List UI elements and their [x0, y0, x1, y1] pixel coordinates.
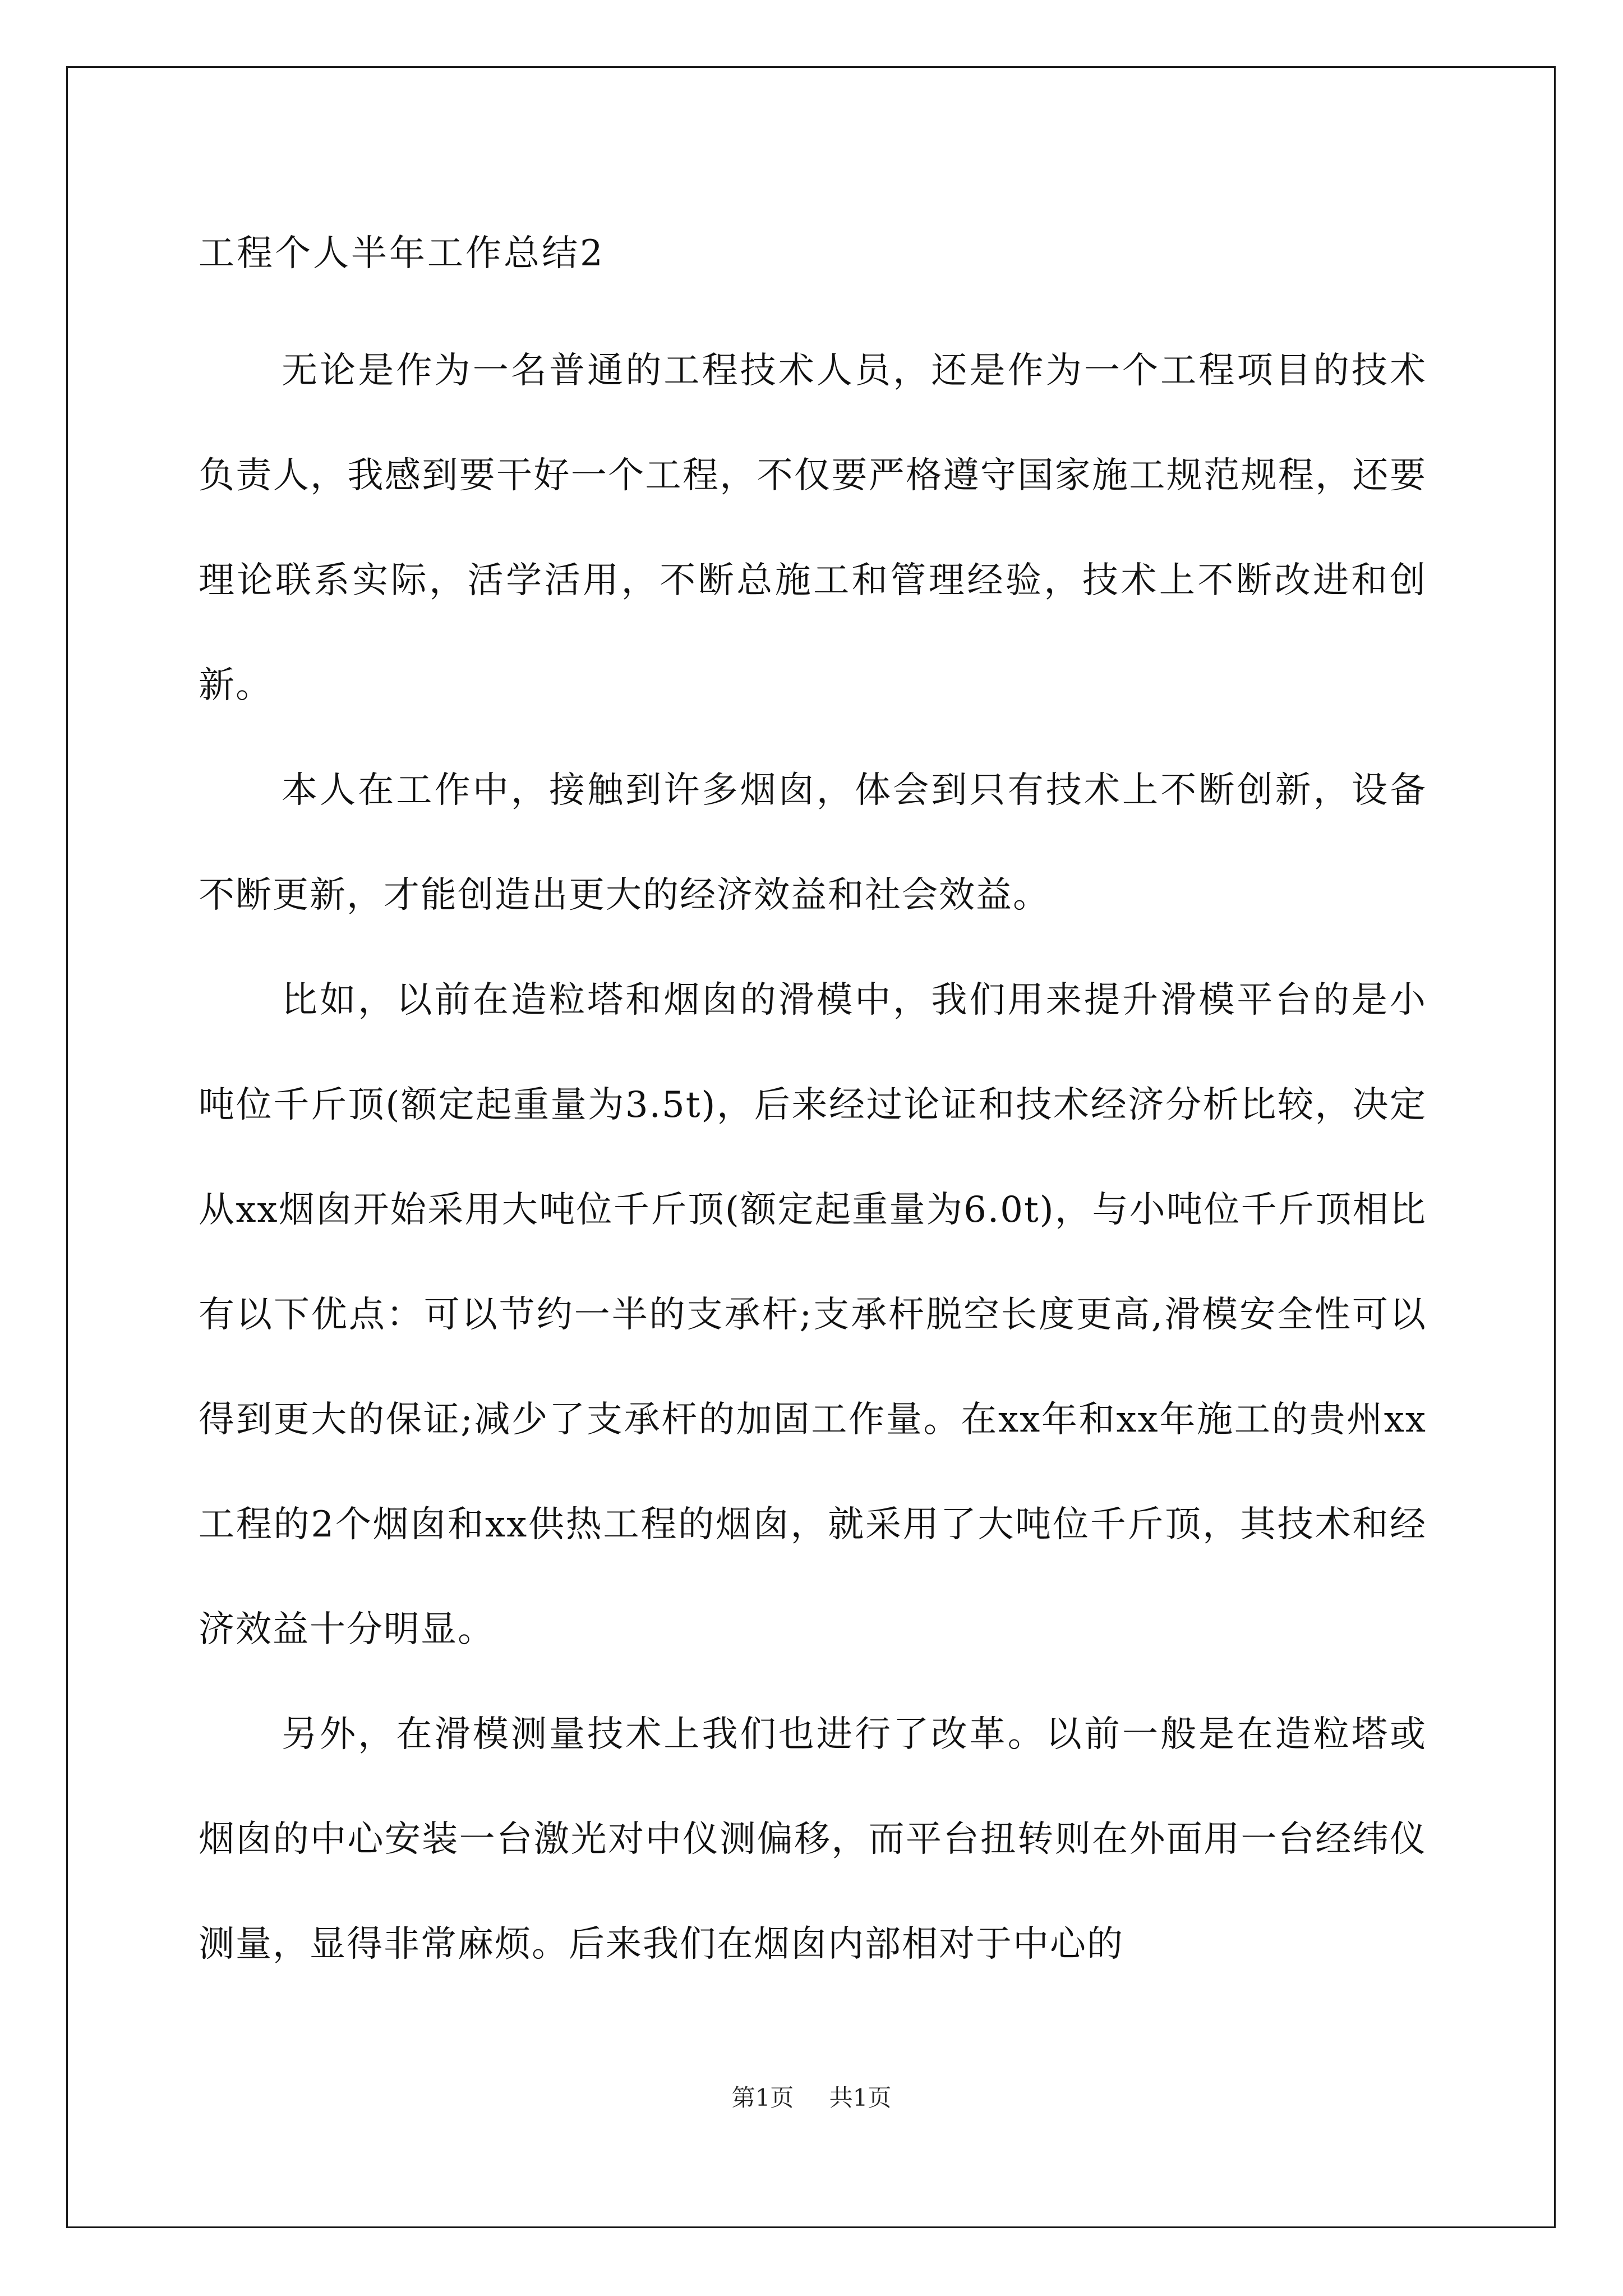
page-number: 第1页	[731, 2084, 794, 2111]
page-footer	[0, 2082, 1623, 2114]
paragraph-1: 无论是作为一名普通的工程技术人员，还是作为一个工程项目的技术负责人，我感到要干好一个工程，不仅要严格遵守国家施工规范规程，还要理论联系实际，活学活用，不断总施工和管理经验，技术上不断改进和创新。	[199, 350, 1427, 706]
document-body	[199, 224, 1427, 1997]
paragraph-4: 另外，在滑模测量技术上我们也进行了改革。以前一般是在造粒塔或烟囱的中心安装一台激光对中仪测偏移，而平台扭转则在外面用一台经纬仪测量，显得非常麻烦。后来我们在烟囱内部相对于中心的	[199, 1714, 1427, 1965]
paragraph-3: 比如，以前在造粒塔和烟囱的滑模中，我们用来提升滑模平台的是小吨位千斤顶(额定起重量为3.5t)，后来经过论证和技术经济分析比较，决定从xx烟囱开始采用大吨位千斤顶(额定起重量为6.0t)，与小吨位千斤顶相比有以下优点：可以节约一半的支承杆;支承杆脱空长度更高,滑模安全性可以得到更大的保证;减少了支承杆的加固工作量。在xx年和xx年施工的贵州xx工程的2个烟囱和xx供热工程的烟囱，就采用了大吨位千斤顶，其技术和经济效益十分明显。	[199, 979, 1427, 1650]
page-total: 共1页	[829, 2084, 892, 2111]
document-title: 工程个人半年工作总结2	[199, 233, 605, 274]
paragraph-2: 本人在工作中，接触到许多烟囱，体会到只有技术上不断创新，设备不断更新，才能创造出更大的经济效益和社会效益。	[199, 770, 1427, 916]
